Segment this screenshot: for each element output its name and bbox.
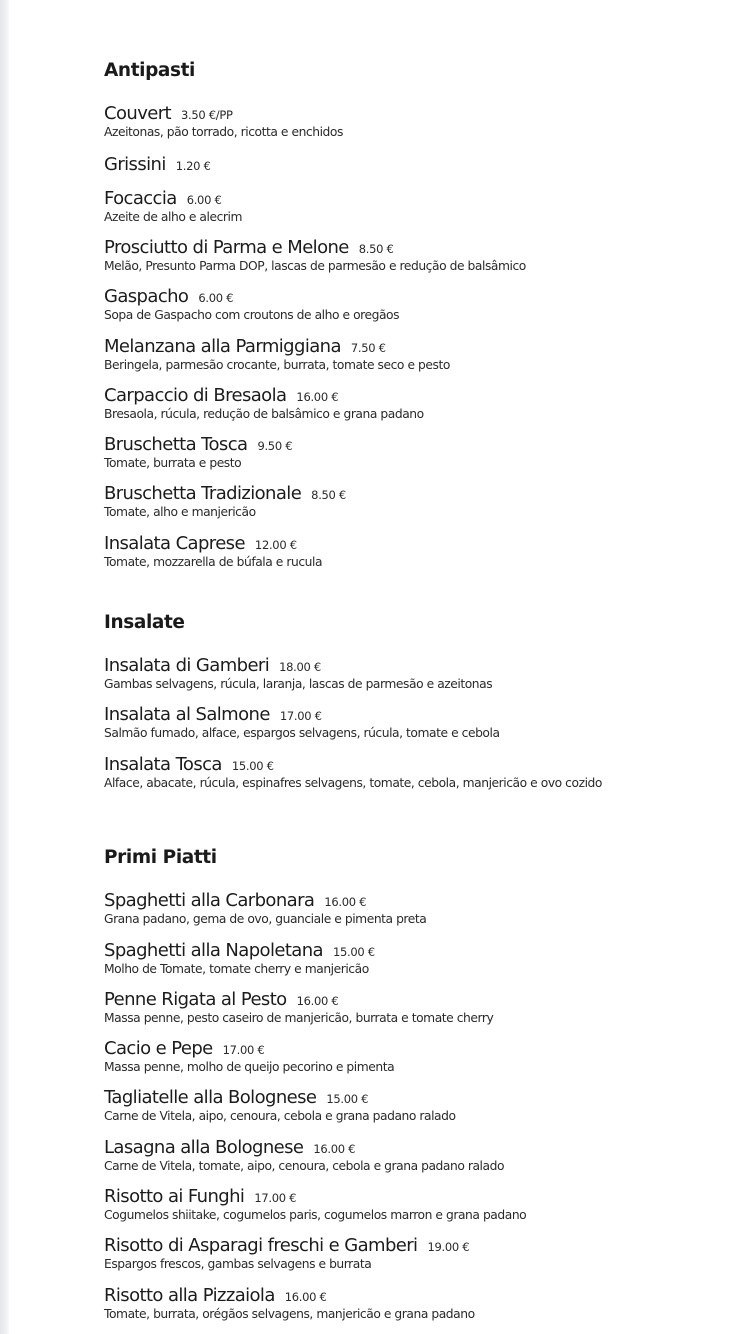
menu-item-header bbox=[104, 434, 292, 456]
section-title: Antipasti bbox=[104, 60, 195, 81]
menu-item-price: 17.00 € bbox=[279, 709, 322, 723]
menu-item bbox=[104, 890, 426, 926]
menu-item-name: Spaghetti alla Carbonara bbox=[104, 890, 315, 911]
menu-item-header bbox=[104, 188, 242, 210]
menu-item-description: Alface, abacate, rúcula, espinafres selvagens, tomate, cebola, manjericão e ovo cozido bbox=[104, 776, 602, 790]
menu-item-name: Insalata al Salmone bbox=[104, 704, 270, 725]
menu-item-header bbox=[104, 286, 399, 308]
menu-item-header bbox=[104, 1285, 475, 1307]
menu-item-header bbox=[104, 940, 375, 962]
menu-item-description: Tomate, burrata e pesto bbox=[104, 456, 242, 470]
menu-item-header bbox=[104, 154, 211, 176]
menu-item-price: 1.20 € bbox=[175, 159, 211, 173]
menu-item-name: Insalata Tosca bbox=[104, 754, 222, 775]
menu-item-header bbox=[104, 1087, 456, 1109]
menu-item bbox=[104, 1087, 456, 1123]
menu-item-name: Risotto di Asparagi freschi e Gamberi bbox=[104, 1235, 418, 1256]
menu-item-name: Lasagna alla Bolognese bbox=[104, 1137, 304, 1158]
menu-item bbox=[104, 103, 343, 139]
menu-item-name: Bruschetta Tosca bbox=[104, 434, 248, 455]
menu-item bbox=[104, 1285, 475, 1321]
menu-item-description: Beringela, parmesão crocante, burrata, tomate seco e pesto bbox=[104, 358, 450, 372]
menu-item-name: Bruschetta Tradizionale bbox=[104, 483, 302, 504]
menu-item bbox=[104, 1137, 504, 1173]
menu-item-description: Salmão fumado, alface, espargos selvagens, rúcula, tomate e cebola bbox=[104, 726, 500, 740]
menu-item-header bbox=[104, 237, 526, 259]
menu-item-description: Massa penne, pesto caseiro de manjericão, burrata e tomate cherry bbox=[104, 1011, 494, 1025]
menu-item-price: 9.50 € bbox=[257, 439, 293, 453]
menu-item-name: Carpaccio di Bresaola bbox=[104, 385, 287, 406]
menu-item bbox=[104, 1235, 469, 1271]
menu-item-price: 16.00 € bbox=[313, 1142, 356, 1156]
menu-item-price: 17.00 € bbox=[222, 1043, 265, 1057]
menu-item-header bbox=[104, 483, 346, 505]
menu-item-header bbox=[104, 1038, 394, 1060]
menu-item-header bbox=[104, 989, 493, 1011]
menu-item-price: 8.50 € bbox=[311, 488, 346, 502]
section-title: Insalate bbox=[104, 612, 185, 633]
menu-item-name: Prosciutto di Parma e Melone bbox=[104, 237, 349, 258]
menu-item-name: Focaccia bbox=[104, 188, 177, 209]
menu-item-header bbox=[104, 890, 426, 912]
menu-item-description: Espargos frescos, gambas selvagens e burrata bbox=[104, 1257, 372, 1271]
menu-item-name: Grissini bbox=[104, 154, 166, 175]
menu-item bbox=[104, 1038, 394, 1074]
menu-item-price: 18.00 € bbox=[279, 660, 321, 674]
menu-item-header bbox=[104, 1235, 469, 1257]
menu-item bbox=[104, 704, 500, 740]
menu-item-price: 8.50 € bbox=[358, 242, 394, 256]
menu-item-description: Grana padano, gema de ovo, guanciale e pimenta preta bbox=[104, 912, 427, 926]
menu-item-price: 16.00 € bbox=[324, 895, 367, 909]
menu-item bbox=[104, 655, 492, 691]
menu-item bbox=[104, 533, 322, 569]
menu-item-header bbox=[104, 754, 602, 776]
menu-item-description: Tomate, burrata, orégãos selvagens, manjericão e grana padano bbox=[104, 1307, 475, 1321]
menu-item-name: Insalata Caprese bbox=[104, 533, 245, 554]
menu-item-header bbox=[104, 103, 343, 125]
menu-item-name: Spaghetti alla Napoletana bbox=[104, 940, 323, 961]
menu-item bbox=[104, 237, 526, 273]
menu-item-name: Insalata di Gamberi bbox=[104, 655, 270, 676]
menu-item-name: Penne Rigata al Pesto bbox=[104, 989, 287, 1010]
menu-item bbox=[104, 754, 602, 790]
menu-item-price: 12.00 € bbox=[254, 538, 297, 552]
page-edge-shadow bbox=[0, 0, 9, 1334]
menu-item-header bbox=[104, 1137, 504, 1159]
menu-item-header bbox=[104, 655, 492, 677]
menu-item bbox=[104, 940, 375, 976]
menu-item-price: 17.00 € bbox=[254, 1191, 297, 1205]
menu-item-name: Couvert bbox=[104, 103, 171, 124]
menu-item-header bbox=[104, 336, 450, 358]
menu-item bbox=[104, 989, 493, 1025]
menu-item bbox=[104, 434, 292, 470]
menu-item-name: Gaspacho bbox=[104, 286, 189, 307]
menu-item-price: 15.00 € bbox=[231, 759, 274, 773]
menu-item-description: Bresaola, rúcula, redução de balsâmico e grana padano bbox=[104, 407, 424, 421]
menu-item-description: Azeitonas, pão torrado, ricotta e enchidos bbox=[104, 125, 343, 139]
menu-item-header bbox=[104, 385, 424, 407]
menu-item-description: Sopa de Gaspacho com croutons de alho e oregãos bbox=[104, 308, 400, 322]
menu-item-header bbox=[104, 533, 322, 555]
menu-item-description: Azeite de alho e alecrim bbox=[104, 210, 243, 224]
menu-item bbox=[104, 286, 399, 322]
menu-item-description: Massa penne, molho de queijo pecorino e pimenta bbox=[104, 1060, 395, 1074]
menu-item bbox=[104, 188, 242, 224]
menu-item-description: Gambas selvagens, rúcula, laranja, lascas de parmesão e azeitonas bbox=[104, 677, 493, 691]
menu-item-price: 6.00 € bbox=[186, 193, 222, 207]
menu-item-header bbox=[104, 1186, 526, 1208]
menu-item-description: Tomate, mozzarella de búfala e rucula bbox=[104, 555, 323, 569]
menu-item-price: 15.00 € bbox=[326, 1092, 369, 1106]
menu-item-name: Risotto ai Funghi bbox=[104, 1186, 245, 1207]
menu-item bbox=[104, 1186, 526, 1222]
menu-item-name: Tagliatelle alla Bolognese bbox=[104, 1087, 317, 1108]
menu-item-description: Cogumelos shiitake, cogumelos paris, cogumelos marron e grana padano bbox=[104, 1208, 527, 1222]
menu-item bbox=[104, 336, 450, 372]
menu-item-price: 15.00 € bbox=[332, 945, 375, 959]
menu-item-name: Risotto alla Pizzaiola bbox=[104, 1285, 275, 1306]
menu-item-price: 6.00 € bbox=[198, 291, 234, 305]
menu-item-price: 16.00 € bbox=[296, 390, 339, 404]
menu-item-price: 19.00 € bbox=[427, 1240, 470, 1254]
menu-item-description: Molho de Tomate, tomate cherry e manjericão bbox=[104, 962, 369, 976]
menu-item-header bbox=[104, 704, 500, 726]
menu-item bbox=[104, 385, 424, 421]
menu-item bbox=[104, 483, 346, 519]
menu-item-description: Carne de Vitela, tomate, aipo, cenoura, cebola e grana padano ralado bbox=[104, 1159, 505, 1173]
menu-item-description: Carne de Vitela, aipo, cenoura, cebola e grana padano ralado bbox=[104, 1109, 456, 1123]
menu-item bbox=[104, 154, 211, 176]
menu-item-description: Tomate, alho e manjericão bbox=[104, 505, 256, 519]
menu-item-name: Cacio e Pepe bbox=[104, 1038, 213, 1059]
menu-item-name: Melanzana alla Parmiggiana bbox=[104, 336, 341, 357]
menu-item-description: Melão, Presunto Parma DOP, lascas de parmesão e redução de balsâmico bbox=[104, 259, 526, 273]
menu-item-price: 7.50 € bbox=[350, 341, 386, 355]
menu-item-price: 3.50 €/PP bbox=[180, 108, 233, 122]
menu-item-price: 16.00 € bbox=[296, 994, 339, 1008]
menu-item-price: 16.00 € bbox=[284, 1290, 327, 1304]
section-title: Primi Piatti bbox=[104, 847, 217, 868]
